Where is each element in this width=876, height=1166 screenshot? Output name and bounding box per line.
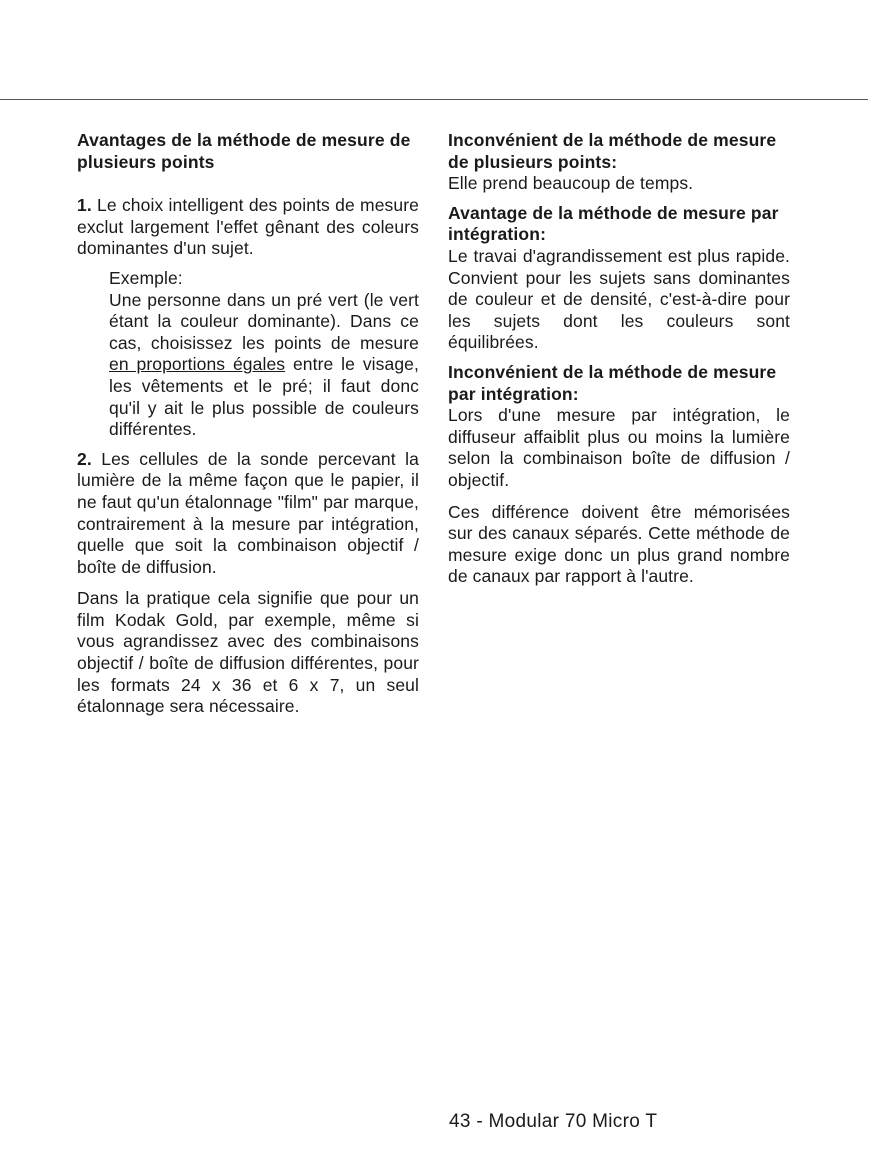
heading-advantages-multipoint: Avantages de la méthode de mesure de plusieurs points [77, 130, 411, 172]
example-text-a: Une personne dans un pré vert (le vert étant la couleur dominante). Dans ce cas, choisissez les points de mesure [109, 289, 419, 353]
paragraph-1-number: 1. [77, 195, 92, 216]
top-rule [0, 99, 868, 100]
page-footer: 43 - Modular 70 Micro T [449, 1111, 658, 1132]
paragraph-2 [77, 449, 419, 579]
paragraph-1 [77, 195, 419, 260]
text-disadvantage-integration: Lors d'une mesure par intégration, le diffuseur affaiblit plus ou moins la lumière selon la combinaison boîte de diffusion / objectif. [448, 405, 790, 490]
text-separate-channels: Ces différence doivent être mémorisées sur des canaux séparés. Cette méthode de mesure exige donc un plus grand nombre de canaux par rapport à l'autre. [448, 501, 790, 587]
paragraph-2-text: Les cellules de la sonde percevant la lumière de la même façon que le papier, il ne faut qu'un étalonnage "film" par marque, contrairement à la mesure par intégration, quelle que soit la combinaison objectif / boîte de diffusion. [77, 448, 419, 577]
paragraph-3: Dans la pratique cela signifie que pour un film Kodak Gold, par exemple, même si vous agrandissez avec des combinaisons objectif / boîte de diffusion différentes, pour les formats 24 x 36 et 6 x 7, un seul étalonnage sera nécessaire. [77, 588, 419, 717]
text-disadvantage-multipoint: Elle prend beaucoup de temps. [448, 173, 694, 194]
left-column [77, 130, 419, 718]
example-text-b: entre le visage, les vêtements et le pré; il faut donc qu'il y ait le plus possible de couleurs différentes. [109, 354, 419, 440]
example-label: Exemple: [109, 267, 183, 288]
right-column [448, 130, 790, 588]
example-underlined: en proportions égales [109, 354, 286, 375]
heading-disadvantage-integration: Inconvénient de la méthode de mesure par intégration: [448, 361, 777, 404]
paragraph-1-text: Le choix intelligent des points de mesure exclut largement l'effet gênant des coleurs dominantes d'un sujet. [77, 195, 419, 259]
paragraph-2-number: 2. [77, 448, 92, 469]
example-text [109, 290, 419, 441]
heading-disadvantage-multipoint: Inconvénient de la méthode de mesure de plusieurs points: [448, 130, 777, 172]
heading-advantage-integration: Avantage de la méthode de mesure par intégration: [448, 202, 779, 245]
text-advantage-integration: Le travai d'agrandissement est plus rapide. Convient pour les sujets sans dominantes de couleur et de densité, c'est-à-dire pour les sujets dont les couleurs sont équilibrées. [448, 245, 790, 353]
